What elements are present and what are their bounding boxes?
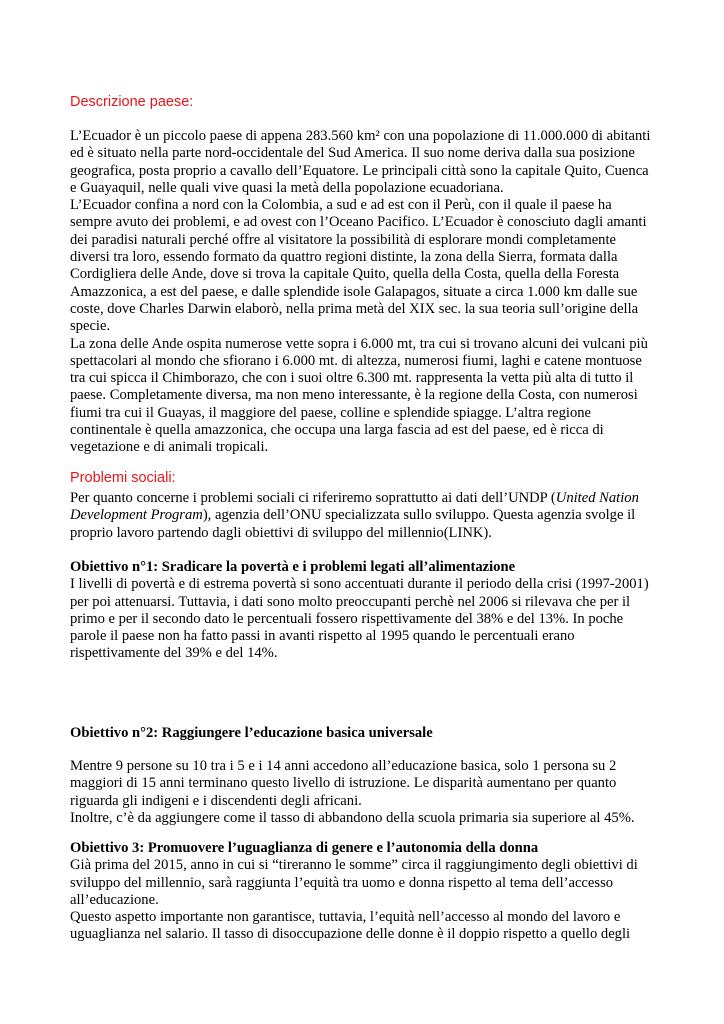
- section-heading-problemi: Problemi sociali:: [70, 470, 176, 486]
- text-line: sviluppo del millennio, sarà raggiunta l’equità tra uomo e donna rispetto al tema dell’accesso: [70, 874, 614, 891]
- text-line: coste, dove Charles Darwin elaborò, nella prima metà del XIX sec. la sua teoria sull’origine della: [70, 300, 639, 317]
- text-line: La zona delle Ande ospita numerose vette sopra i 6.000 mt, tra cui si trovano alcuni dei vulcani più: [70, 335, 648, 352]
- objective-3: [70, 840, 670, 944]
- text-line: [70, 490, 670, 507]
- text-line: Questo aspetto importante non garantisce, tuttavia, l’equità nell’accesso al mondo del lavoro e: [70, 909, 621, 926]
- text-span: Per quanto concerne i problemi sociali ci riferiremo soprattutto ai dati dell’UNDP (: [70, 490, 556, 506]
- text-line: fiumi tra cui il Guayas, il maggiore del paese, colline e splendide spiagge. L’altra regione: [70, 404, 592, 421]
- text-line: uguaglianza nel salario. Il tasso di disoccupazione delle donne è il doppio rispetto a quello degli: [70, 926, 631, 943]
- text-line: per poi attenuarsi. Tuttavia, i dati sono molto preoccupanti perchè nel 2006 si rilevava che per il: [70, 593, 631, 610]
- text-line: spettacolari al mondo che sfiorano i 6.000 mt. di altezza, numerosi fiumi, laghi e catene montuose: [70, 352, 642, 369]
- italic-span: United Nation: [555, 490, 639, 506]
- section-heading-descrizione: Descrizione paese:: [70, 94, 194, 110]
- text-line: proprio lavoro partendo dagli obiettivi di sviluppo del millennio(LINK).: [70, 524, 492, 541]
- objective-title: Obiettivo 3: Promuovere l’uguaglianza di genere e l’autonomia della donna: [70, 840, 539, 856]
- italic-span: Development Program: [70, 507, 203, 524]
- objective-2-body: [70, 758, 670, 827]
- text-line: e Guayaquil, nelle quali vive quasi la metà della popolazione ecuadoriana.: [70, 179, 504, 196]
- text-line: [70, 507, 670, 524]
- text-line: I livelli di povertà e di estrema povertà si sono accentuati durante il periodo della crisi (1997-2001): [70, 576, 649, 593]
- text-line: sempre avuto dei problemi, e ad ovest con l’Oceano Pacifico. L’Ecuador è conosciuto dagli amanti: [70, 214, 647, 231]
- text-span: ), agenzia dell’ONU specializzata sullo sviluppo. Questa agenzia svolge il: [202, 507, 636, 524]
- text-line: primo e per il secondo dato le percentuali fossero rispettivamente del 38% e del 13%. In poche: [70, 610, 624, 627]
- text-line: geografica, posta proprio a cavallo dell’Equatore. Le principali città sono la capitale Quito, Cuenca: [70, 162, 649, 179]
- paragraph-intro-undp: [70, 490, 670, 542]
- text-line: Mentre 9 persone su 10 tra i 5 e i 14 anni accedono all’educazione basica, solo 1 persona su 2: [70, 758, 617, 774]
- objective-1: [70, 559, 670, 663]
- text-line: specie.: [70, 318, 111, 335]
- text-line: diversi tra loro, essendo formato da quattro regioni distinte, la zona della Sierra, formata dalla: [70, 249, 618, 266]
- paragraph-descrizione: [70, 128, 670, 457]
- text-line: riguarda gli indigeni e i discendenti degli africani.: [70, 792, 362, 809]
- text-line: parole il paese non ha fatto passi in avanti rispetto al 1995 quando le percentuali erano: [70, 628, 575, 645]
- text-line: Già prima del 2015, anno in cui si “tireranno le somme” circa il raggiungimento degli obiettivi di: [70, 857, 638, 874]
- text-line: Cordigliera delle Ande, dove si trova la capitale Quito, quella della Costa, quella della Foresta: [70, 266, 620, 283]
- text-line: continentale è quella amazzonica, che occupa una larga fascia ad est del paese, ed è ricca di: [70, 422, 604, 439]
- text-line: tra cui spicca il Chimborazo, che con i suoi oltre 6.300 mt. rappresenta la vetta più alta di tutto il: [70, 370, 634, 387]
- text-line: rispettivamente del 39% e del 14%.: [70, 645, 278, 662]
- text-line: dei paradisi naturali perché offre al visitatore la possibilità di esplorare mondi completamente: [70, 231, 616, 248]
- text-line: all’educazione.: [70, 891, 159, 908]
- text-line: paese. Completamente diversa, ma non meno interessante, è la regione della Costa, con numerosi: [70, 387, 638, 404]
- text-line: L’Ecuador confina a nord con la Colombia, a sud e ad est con il Perù, con il quale il paese ha: [70, 197, 612, 214]
- objective-title: Obiettivo n°2: Raggiungere l’educazione basica universale: [70, 725, 433, 741]
- text-line: Amazzonica, a est del paese, e dalle splendide isole Galapagos, situate a circa 1.000 km dalle sue: [70, 283, 638, 300]
- text-line: Inoltre, c’è da aggiungere come il tasso di abbandono della scuola primaria sia superiore al 45%.: [70, 809, 635, 826]
- text-line: vegetazione e di animali tropicali.: [70, 439, 269, 456]
- objective-title: Obiettivo n°1: Sradicare la povertà e i problemi legati all’alimentazione: [70, 559, 516, 575]
- text-line: L’Ecuador è un piccolo paese di appena 283.560 km² con una popolazione di 11.000.000 di abitanti: [70, 128, 651, 144]
- objective-2-title-block: [70, 725, 670, 742]
- text-line: maggiori di 15 anni terminano questo livello di istruzione. Le disparità aumentano per quanto: [70, 775, 617, 792]
- text-line: ed è situato nella parte nord-occidentale del Sud America. Il suo nome deriva dalla sua posizione: [70, 145, 635, 162]
